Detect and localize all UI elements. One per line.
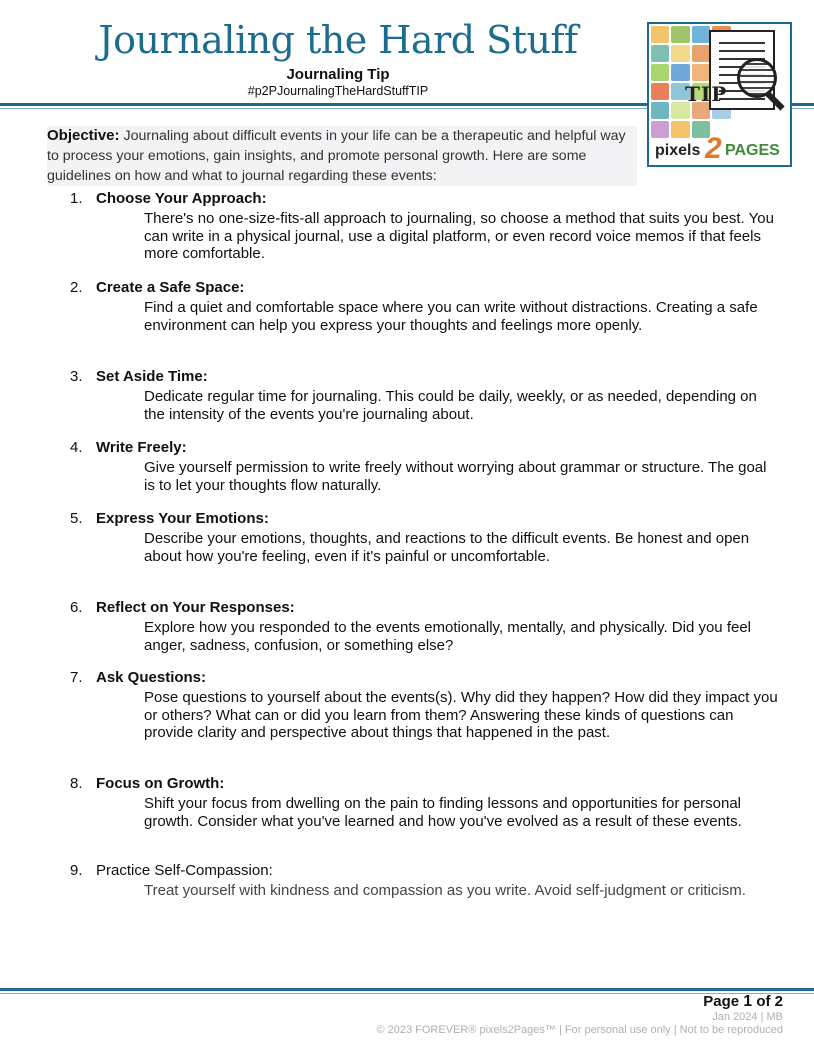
footer-divider-thin	[0, 993, 814, 994]
item-number: 5.	[70, 510, 83, 527]
item-number: 3.	[70, 368, 83, 385]
item-heading: Set Aside Time:	[96, 368, 208, 385]
page-current: 1	[743, 993, 753, 1010]
item-body: There's no one-size-fits-all approach to journaling, so choose a method that suits you best. You can write in a physical journal, use a digital platform, or even record voice memos if that feels more comfortable.	[144, 210, 774, 262]
objective-paragraph	[47, 126, 637, 186]
page-subtitle: Journaling Tip	[286, 66, 390, 83]
item-heading: Focus on Growth:	[96, 775, 225, 792]
item-heading: Ask Questions:	[96, 669, 207, 686]
item-heading: Create a Safe Space:	[96, 279, 245, 296]
item-body: Explore how you responded to the events emotionally, mentally, and physically. Did you feel anger, sadness, confusion, or something else?	[144, 619, 752, 654]
item-number: 2.	[70, 279, 83, 296]
objective-text: Journaling about difficult events in your life can be a therapeutic and helpful way to process your emotions, gain insights, and promote personal growth. Here are some guidelines on how and what to journal regarding these events:	[47, 128, 626, 184]
logo-brand	[653, 132, 789, 165]
item-body: Pose questions to yourself about the events(s). Why did they happen? How did they impact you or others? What can or did you learn from them? Answering these kinds of questions can provide clarity and perspective about things that happened in the past.	[144, 689, 778, 741]
footer-date: Jan 2024 | MB	[712, 1011, 783, 1023]
item-number: 8.	[70, 775, 83, 792]
pixels2pages-tip-logo	[647, 22, 792, 167]
item-body: Dedicate regular time for journaling. This could be daily, weekly, or as needed, depending on the intensity of the events you're journaling about.	[144, 388, 757, 423]
item-number: 4.	[70, 439, 83, 456]
page-number	[703, 993, 783, 1011]
logo-brand-pixels: pixels	[655, 142, 701, 159]
hashtag: #p2PJournalingTheHardStuffTIP	[247, 84, 429, 98]
item-number: 6.	[70, 599, 83, 616]
item-number: 1.	[70, 190, 83, 207]
page-title: Journaling the Hard Stuff	[98, 18, 578, 62]
logo-brand-2: 2	[705, 132, 722, 165]
item-number: 7.	[70, 669, 83, 686]
item-body: Give yourself permission to write freely without worrying about grammar or structure. The goal is to let your thoughts flow naturally.	[144, 459, 767, 494]
item-body: Treat yourself with kindness and compassion as you write. Avoid self-judgment or criticism.	[144, 882, 746, 899]
item-body: Shift your focus from dwelling on the pain to finding lessons and opportunities for personal growth. Consider what you've learned and how you've evolved as a result of these events.	[144, 795, 742, 830]
page-label: Page	[703, 993, 740, 1010]
item-heading: Choose Your Approach:	[96, 190, 267, 207]
logo-brand-pages: PAGES	[725, 142, 780, 159]
copyright-notice: © 2023 FOREVER® pixels2Pages™ | For personal use only | Not to be reproduced	[376, 1024, 783, 1036]
item-number: 9.	[70, 862, 83, 879]
item-body: Describe your emotions, thoughts, and reactions to the difficult events. Be honest and open about how you're feeling, even if it's painful or uncomfortable.	[144, 530, 750, 565]
objective-label: Objective:	[47, 127, 120, 144]
item-heading: Express Your Emotions:	[96, 510, 269, 527]
footer-divider	[0, 988, 814, 991]
logo-tip-text: TIP	[685, 82, 728, 106]
page-total: of 2	[756, 993, 783, 1010]
item-heading: Reflect on Your Responses:	[96, 599, 295, 616]
item-heading: Practice Self-Compassion:	[96, 862, 273, 879]
item-body: Find a quiet and comfortable space where you can write without distractions. Creating a safe environment can help you express your thoughts and feelings more openly.	[144, 299, 758, 334]
item-heading: Write Freely:	[96, 439, 187, 456]
